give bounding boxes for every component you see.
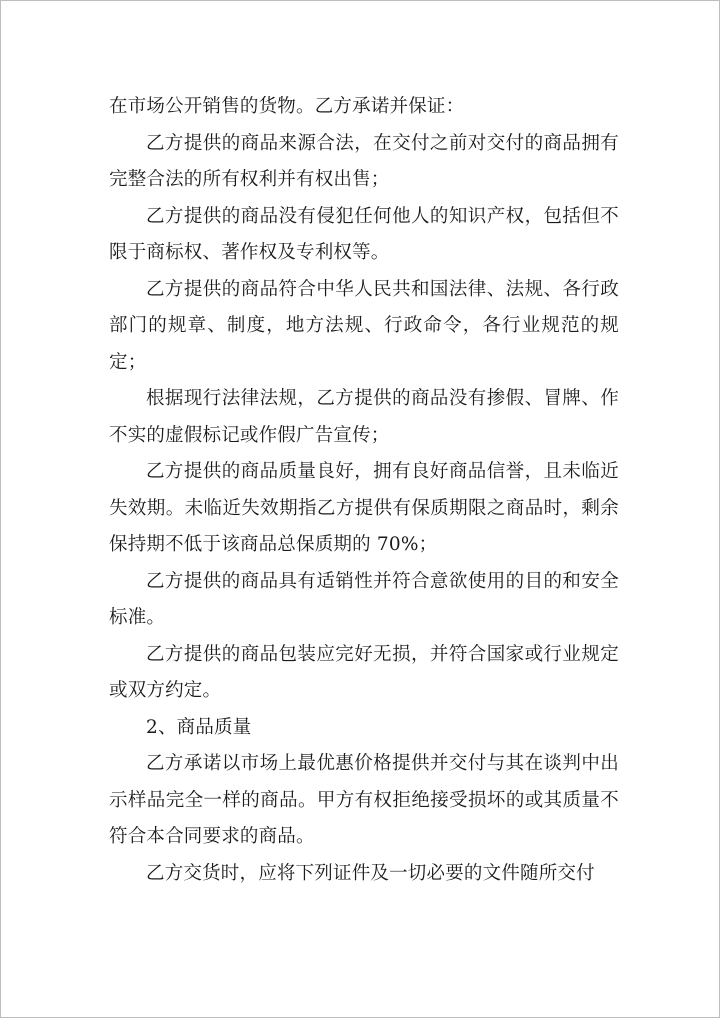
section-heading-product-quality: 2、商品质量 [146,716,252,738]
paragraph-ip-rights: 乙方提供的商品没有侵犯任何他人的知识产权，包括但不限于商标权、著作权及专利权等。 [109,205,619,263]
document-body [109,89,619,892]
paragraph-delivery-documents: 乙方交货时，应将下列证件及一切必要的文件随所交付 [146,862,595,884]
paragraph-quality-shelf-life: 乙方提供的商品质量良好，拥有良好商品信誉，且未临近失效期。未临近失效期指乙方提供有保质期限之商品时，剩余保持期不低于该商品总保质期的 70%； [109,461,619,555]
paragraph-intro: 在市场公开销售的货物。乙方承诺并保证： [109,96,465,117]
paragraph-law-compliance: 乙方提供的商品符合中华人民共和国法律、法规、各行政部门的规章、制度，地方法规、行政命令，各行业规范的规定； [109,278,619,373]
paragraph-merchantability: 乙方提供的商品具有适销性并符合意欲使用的目的和安全标准。 [109,570,619,628]
paragraph-best-price-sample: 乙方承诺以市场上最优惠价格提供并交付与其在谈判中出示样品完全一样的商品。甲方有权拒绝接受损坏的或其质量不符合本合同要求的商品。 [109,753,619,847]
paragraph-source-legal: 乙方提供的商品来源合法，在交付之前对交付的商品拥有完整合法的所有权利并有权出售； [109,132,619,190]
paragraph-packaging: 乙方提供的商品包装应完好无损，并符合国家或行业规定或双方约定。 [109,643,619,701]
paragraph-no-counterfeit: 根据现行法律法规，乙方提供的商品没有掺假、冒牌、作不实的虚假标记或作假广告宣传； [109,388,619,446]
